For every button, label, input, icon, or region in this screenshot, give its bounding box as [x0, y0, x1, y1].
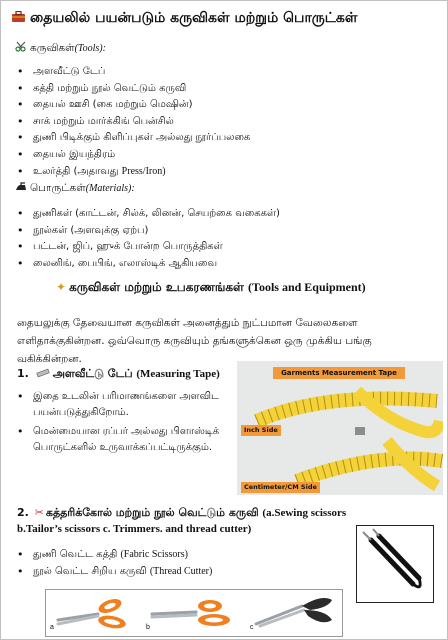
list-item: • நூல் வெட்ட சிறிய கருவி (Thread Cutter)	[33, 564, 212, 581]
scissors-icon: ✂	[34, 506, 44, 519]
tools-subheading: கருவிகள்(Tools):	[15, 41, 106, 55]
list-item: • பட்டன், ஜிப், ஹுக் போன்ற பொருத்திகள்	[33, 239, 280, 256]
list-item: • இதை உடலின் பரிமாணங்களை அளவிட பயன்படுத்துகிறோம்.	[33, 389, 243, 421]
page-title: தையலில் பயன்படும் கருவிகள் மற்றும் பொருட்கள்	[11, 10, 357, 28]
item2-heading-line2: b.Tailor’s scissors c. Trimmers. and thread cutter)	[17, 523, 252, 535]
item2-heading: 2. ✂ கத்தரிக்கோல் மற்றும் நூல் வெட்டும் கருவி (a.Sewing scissors	[17, 506, 347, 519]
materials-subheading: பொருட்கள்(Materials):	[15, 182, 135, 195]
list-item: • தையல் ஊசி (கை மற்றும் மெஷின்)	[33, 97, 250, 114]
list-item: • தையல் இயந்திரம்	[33, 147, 250, 164]
scissors-row-image	[45, 589, 343, 637]
image-letter-c: c	[250, 624, 254, 631]
sewing-tools-icon	[15, 41, 27, 52]
image-letter-b: b	[146, 624, 150, 631]
tools-list	[33, 64, 250, 180]
materials-list	[33, 206, 280, 272]
thread-cutter-image	[356, 525, 434, 603]
tailors-scissors-icon	[148, 596, 238, 630]
list-item: • உலர்த்தி (அதாவது Press/Iron)	[33, 164, 250, 181]
list-item: • லைனிங், பைபிங், எலாஸ்டிக் ஆகியவை	[33, 256, 280, 273]
iron-icon	[15, 182, 27, 192]
image-letter-a: a	[50, 624, 54, 631]
list-item: • கத்தி மற்றும் நூல் வெட்டும் கருவி	[33, 81, 250, 98]
list-item: • மென்மையான ரப்பர் அல்லது பிளாஸ்டிக் பொருட்களில் உருவாக்கப்பட்டிருக்கும்.	[33, 424, 243, 456]
section-heading: ✦ கருவிகள் மற்றும் உபகரணங்கள் (Tools and Equipment)	[56, 280, 366, 294]
section-paragraph: தையலுக்கு தேவையான கருவிகள் அனைத்தும் நுட்பமான வேலைகளை எளிதாக்குகின்றன. ஒவ்வொரு கருவியும் தங்களுக்கென ஒரு முக்கிய பங்கு வகிக்கின்றன.	[17, 317, 372, 365]
inch-side-label: Inch Side	[241, 425, 281, 436]
tape-image-title: Garments Measurement Tape	[273, 367, 405, 379]
trimmers-icon	[252, 592, 338, 632]
list-item: • நூல்கள் (அளவுக்கு ஏற்ப)	[33, 223, 280, 240]
measuring-tape-image	[237, 361, 443, 495]
list-item: • துணி பிடிக்கும் கிளிப்புகள் அல்லது நூர்ப்பலகை	[33, 130, 250, 147]
list-item: • அளவீட்டு டேப்	[33, 64, 250, 81]
fabric-scissors-icon	[54, 594, 134, 632]
list-item: • சாக் மற்றும் மார்க்கிங் பென்சில்	[33, 114, 250, 131]
toolbox-icon	[11, 11, 26, 23]
item1-heading: 1. அளவீட்டு டேப் (Measuring Tape)	[17, 367, 220, 380]
cm-side-label: Centimeter/CM Side	[241, 482, 320, 493]
sparkle-icon: ✦	[56, 280, 67, 294]
ruler-icon	[36, 368, 50, 378]
list-item: • துணி வெட்ட கத்தி (Fabric Scissors)	[33, 547, 212, 564]
item2-bullets	[33, 547, 212, 580]
thread-cutter-icon	[357, 526, 433, 602]
list-item: • துணிகள் (காட்டன், சில்க், லினன், செயற்கை வகைகள்)	[33, 206, 280, 223]
item1-bullets	[33, 389, 243, 456]
